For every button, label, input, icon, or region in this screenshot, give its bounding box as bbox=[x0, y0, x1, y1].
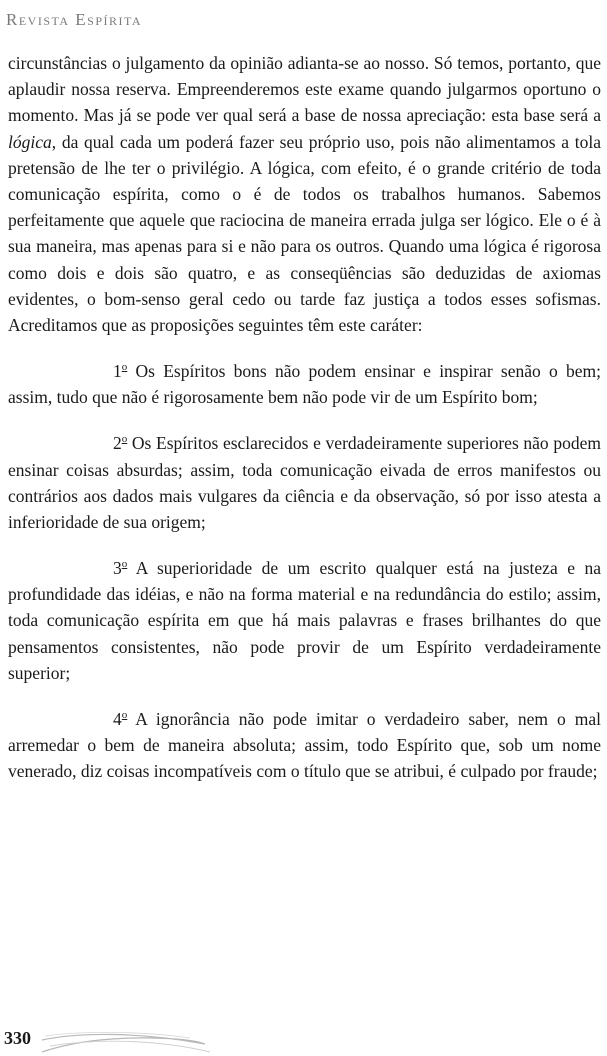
proposition-text: Os Espíritos bons não podem ensinar e inspirar senão o bem; assim, tudo que não é rigorosamente bem não pode vir de um Espírito bom; bbox=[8, 361, 601, 408]
proposition-number: 1 bbox=[113, 361, 122, 382]
proposition-3 bbox=[8, 551, 601, 686]
proposition-text: Os Espíritos esclarecidos e verdadeiramente superiores não podem ensinar coisas absurdas; assim, toda comunicação eivada de erros manifestos ou contrários aos dados mais vulgares da ciência e da observação, só por isso atesta a inferioridade de sua origem; bbox=[8, 433, 601, 532]
ordinal-mark: o bbox=[121, 433, 128, 446]
proposition-4 bbox=[8, 702, 601, 784]
intro-emphasis-logica: lógica bbox=[8, 131, 52, 152]
body-text bbox=[8, 50, 601, 784]
proposition-number: 2 bbox=[113, 433, 122, 454]
proposition-2 bbox=[8, 426, 601, 535]
running-header: Revista Espírita bbox=[6, 10, 143, 29]
proposition-text: A superioridade de um escrito qualquer está na justeza e na profundidade das idéias, e não na forma material e na redundância do estilo; assim, toda comunicação espírita em que há mais palavras e frases brilhantes do que pensamentos consistentes, não pode provir de um Espírito verdadeiramente superior; bbox=[8, 557, 601, 683]
intro-text-part1: circunstâncias o julgamento da opinião adianta-se ao nosso. Só temos, portanto, que aplaudir nossa reserva. Empreenderemos este exame quando julgarmos oportuno o momento. Mas já se pode ver qual será a base de nossa apreciação: esta base será a bbox=[8, 53, 601, 126]
ordinal-mark: o bbox=[121, 558, 128, 571]
intro-text-part2: , da qual cada um poderá fazer seu próprio uso, pois não alimentamos a tola pretensão de lhe ter o privilégio. A lógica, com efeito, é o grande critério de toda comunicação espírita, como o é de todos os trabalhos humanos. Sabemos perfeitamente que aquele que raciocina de maneira errada julga ser lógico. Ele o é à sua maneira, mas apenas para si e não para os outros. Quando uma lógica é rigorosa como dois e dois são quatro, e as conseqüências são deduzidas de axiomas evidentes, o bom-senso geral cedo ou tarde faz justiça a todos esses sofismas. Acreditamos que as proposições seguintes têm este caráter: bbox=[8, 131, 601, 336]
page-number: 330 bbox=[4, 1028, 31, 1048]
proposition-text: A ignorância não pode imitar o verdadeiro saber, nem o mal arremedar o bem de maneira absoluta; assim, todo Espírito que, sob um nome venerado, diz coisas incompatíveis com o título que se atribui, é culpado por fraude; bbox=[8, 708, 601, 782]
proposition-number: 4 bbox=[113, 708, 122, 729]
proposition-1 bbox=[8, 354, 601, 410]
ordinal-mark: o bbox=[121, 361, 128, 374]
intro-paragraph bbox=[8, 50, 601, 338]
swoosh-ornament-icon bbox=[40, 1030, 220, 1056]
ordinal-mark: o bbox=[121, 708, 128, 721]
proposition-number: 3 bbox=[113, 557, 122, 578]
